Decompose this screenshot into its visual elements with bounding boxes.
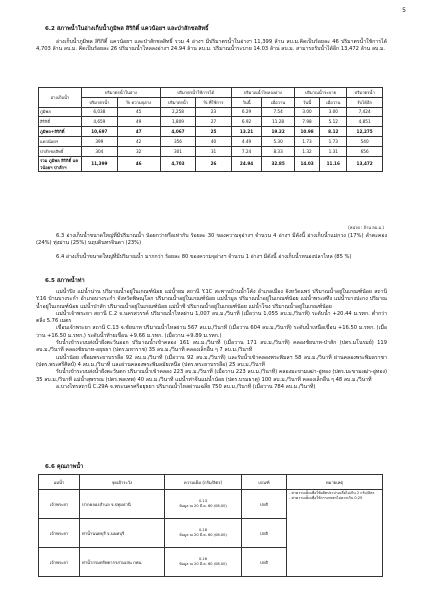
- cell-river: เจ้าพระยา: [39, 548, 80, 577]
- header-inflow-today: วันนี้: [231, 97, 262, 107]
- cell-river: เจ้าพระยา: [39, 519, 80, 548]
- cell-inflow-today: 4.49: [231, 136, 262, 146]
- cell-outflow-yesterday: 1.73: [320, 136, 347, 146]
- cell-usable: 2,258: [160, 107, 196, 117]
- cell-pct-capacity: 45: [117, 107, 160, 117]
- header-usable-volume: ปริมาตรน้ำ: [160, 97, 196, 107]
- cell-outflow-yesterday: 11.16: [320, 156, 347, 171]
- cell-inflow-yesterday: 32.85: [262, 156, 295, 171]
- cell-salinity: [165, 548, 242, 577]
- cell-station: ท่าน้ำกรมทรัพยากรสามเสน กทม.: [80, 548, 165, 577]
- cell-inflow-yesterday: 5.30: [262, 136, 295, 146]
- section-6-3-text: 6.3 อ่างเก็บน้ำขนาดใหญ่ที่มีปริมาณน้ำ น้อยกว่าหรือเท่ากับ ร้อยละ 30 ของความจุอ่างฯ จำนวน 4 อ่างฯ มีดังนี้ อ่างเก็บน้ำแม่กวง (17%) ลำตะคอง (24%) ทุ่งม่าน (25%) นฤบดินทรจินดา (23%): [36, 233, 387, 247]
- cell-volume: 6,038: [82, 107, 118, 117]
- table-row: [39, 136, 383, 146]
- cell-can-receive: 13,472: [347, 156, 383, 171]
- cell-outflow-today: 14.03: [294, 156, 319, 171]
- chao-phraya-dam-text: เขื่อนเจ้าพระยา สถานี C.13 จ.ชัยนาท ปริมาณน้ำไหลผ่าน 567 ลบ.ม./วินาที (เมื่อวาน 604 ลบ.ม./วินาที) ระดับน้ำเหนือเขื่อน +16.50 ม.รทก. (เมื่อวาน +16.50 ม.รทก.) ระดับน้ำท้ายเขื่อน +9.66 ม.รทก. (เมื่อวาน +9.89 ม.รทก.): [36, 325, 387, 339]
- cell-name: แควน้อยฯ: [39, 136, 82, 146]
- cell-name: ภูมิพล: [39, 107, 82, 117]
- cell-pct-usable: 26: [196, 156, 231, 171]
- header-pct-usable: % ที่ใช้การ: [196, 97, 231, 107]
- cell-name: รวม ภูมิพล สิริกิติ์ แควน้อยฯ ป่าสักฯ: [39, 156, 82, 171]
- cell-volume: 4,659: [82, 117, 118, 127]
- cell-criteria: ปกติ: [242, 548, 287, 577]
- chao-phraya-c2-text: แม่น้ำเจ้าพระยา สถานี C.2 จ.นครสวรรค์ ปริมาณน้ำไหลผ่าน 1,007 ลบ.ม./วินาที (เมื่อวาน 1,055 ลบ.ม./วินาที) ระดับน้ำ +20.44 ม.รทก. ต่ำกว่าตลิ่ง 5.76 เมตร: [36, 310, 387, 325]
- cell-pct-capacity: 46: [117, 156, 160, 171]
- cell-volume: 399: [82, 136, 118, 146]
- cell-pct-capacity: 49: [117, 117, 160, 127]
- header-group-volume: ปริมาตรน้ำในอ่าง: [82, 88, 161, 98]
- table-row: [39, 490, 383, 519]
- cell-inflow-yesterday: 8.33: [262, 146, 295, 156]
- water-quality-table: [38, 474, 383, 577]
- section-6-2-text: อ่างเก็บน้ำภูมิพล สิริกิติ์ แควน้อยฯ และป่าสักชลสิทธิ์ รวม 4 อ่างฯ มีปริมาตรน้ำในอ่างฯ 11,399 ล้าน ลบ.ม.คิดเป็นร้อยละ 46 ปริมาตรน้ำใช้การได้ 4,703 ล้าน ลบ.ม. คิดเป็นร้อยละ 26 ปริมาณน้ำไหลลงอ่างฯ 24.94 ล้าน ลบ.ม. ปริมาณน้ำระบาย 14.03 ล้าน ลบ.ม. สามารถรับน้ำได้อีก 13,472 ล้าน ลบ.ม.: [36, 39, 387, 53]
- section-6-3: [36, 233, 387, 248]
- cell-can-receive: 12,275: [347, 127, 383, 137]
- section-6-2-body: [36, 39, 387, 54]
- table-row: [39, 107, 383, 117]
- salinity-time: ข้อมูล ณ 20 มี.ค. 60 (08.00): [179, 533, 227, 537]
- cell-volume: 11,399: [82, 156, 118, 171]
- cell-outflow-today: 1.32: [294, 146, 319, 156]
- header-reservoir: อ่างเก็บน้ำ: [39, 88, 82, 108]
- cell-station: ท่าน้ำนนทบุรี จ.นนทบุรี: [80, 519, 165, 548]
- cell-outflow-yesterday: 8.12: [320, 127, 347, 137]
- header-group-inflow: ปริมาณน้ำไหลลงอ่าง: [231, 88, 294, 98]
- cell-name: ภูมิพล+สิริกิติ์: [39, 127, 82, 137]
- cell-usable: 356: [160, 136, 196, 146]
- header-outflow-yesterday: เมื่อวาน: [320, 97, 347, 107]
- section-6-2-heading: 6.2 สภาพน้ำในอ่างเก็บน้ำภูมิพล สิริกิติ์ แควน้อยฯ และป่าสักชลสิทธิ์: [45, 26, 209, 32]
- cell-outflow-yesterday: 1.31: [320, 146, 347, 156]
- cell-usable: 1,809: [160, 117, 196, 127]
- cell-outflow-yesterday: 3.00: [320, 107, 347, 117]
- header-inflow-yesterday: เมื่อวาน: [262, 97, 295, 107]
- cell-usable: 301: [160, 146, 196, 156]
- cell-pct-usable: 40: [196, 136, 231, 146]
- cell-volume: 10,697: [82, 127, 118, 137]
- cell-outflow-yesterday: 5.12: [320, 117, 347, 127]
- header-group-usable: ปริมาตรน้ำใช้การได้: [160, 88, 231, 98]
- cell-pct-capacity: 47: [117, 127, 160, 137]
- cell-pct-usable: 23: [196, 107, 231, 117]
- cell-criteria: ปกติ: [242, 519, 287, 548]
- table-row: [39, 117, 383, 127]
- table-total-row: [39, 156, 383, 171]
- cell-inflow-today: 7.24: [231, 146, 262, 156]
- table-unit-note: (หน่วย : ล้าน ลบ.ม.): [348, 225, 384, 230]
- cell-remarks: - ค่าความเค็มเพื่อใช้ผลิตประปาเฉลี่ยไม่เกิน 2 กรัม/ลิตร - ค่าความเค็มเพื่อใช้การเกษตรไม่ควรเกิน 0.25: [287, 490, 383, 577]
- table-row: [39, 127, 383, 137]
- cell-inflow-today: 24.94: [231, 156, 262, 171]
- header-station: จุดเฝ้าระวัง: [80, 475, 165, 490]
- cell-pct-capacity: 42: [117, 136, 160, 146]
- section-6-5-body: [36, 289, 387, 391]
- cell-can-receive: 7,424: [347, 107, 383, 117]
- cell-criteria: ปกติ: [242, 490, 287, 519]
- cell-inflow-today: 6.29: [231, 107, 262, 117]
- cell-salinity: [165, 519, 242, 548]
- table-row: [39, 146, 383, 156]
- cell-usable: 4,067: [160, 127, 196, 137]
- header-river: แม่น้ำ: [39, 475, 80, 490]
- cell-can-receive: 540: [347, 136, 383, 146]
- cell-name: สิริกิติ์: [39, 117, 82, 127]
- header-group-outflow: ปริมาณน้ำระบาย: [294, 88, 346, 98]
- bang-sai-c29a-text: อ.บางไทรสถานี C.29A จ.พระนครศรีอยุธยา ปริมาณน้ำไหลผ่านเฉลี่ย 750 ลบ.ม./วินาที (เมื่อวาน 784 ลบ.ม./วินาที): [56, 383, 316, 390]
- cell-inflow-yesterday: 19.22: [262, 127, 295, 137]
- cell-outflow-today: 7.98: [294, 117, 319, 127]
- cell-volume: 304: [82, 146, 118, 156]
- cell-pct-usable: 31: [196, 146, 231, 156]
- cell-usable: 4,703: [160, 156, 196, 171]
- salinity-time: ข้อมูล ณ 20 มี.ค. 60 (08.00): [179, 504, 227, 508]
- salinity-time: ข้อมูล ณ 20 มี.ค. 60 (08.00): [179, 562, 227, 566]
- cell-name: ป่าสักชลสิทธิ์: [39, 146, 82, 156]
- cell-inflow-today: 6.92: [231, 117, 262, 127]
- salinity-value: 0.16: [198, 557, 207, 561]
- header-criteria: เกณฑ์: [242, 475, 287, 490]
- header-remarks: หมายเหตุ: [287, 475, 383, 490]
- east-bank-intake-text: รับน้ำเข้าระบบส่งน้ำฝั่งตะวันออก ปริมาณน้ำเข้าคลอง 161 ลบ.ม./วินาที (เมื่อวาน 171 ลบ.ม./วินาที) คลองชัยนาท-ป่าสัก (ปตร.มโนรมย์) 119 ลบ.ม./วินาที คลองชัยนาท-อยุธยา (ปตร.มหาราช) 35 ลบ.ม./วินาที คลองเล็กอื่น ๆ 7 ลบ.ม./วินาที: [36, 340, 387, 354]
- cell-inflow-today: 13.21: [231, 127, 262, 137]
- header-salinity: ความเค็ม (กรัม/ลิตร): [165, 475, 242, 490]
- header-pct-capacity: % ความจุอ่าง: [117, 97, 160, 107]
- header-volume: ปริมาตรน้ำ: [82, 97, 118, 107]
- cell-station: ปากคลองสำแล จ.ปทุมธานี: [80, 490, 165, 519]
- cell-pct-usable: 27: [196, 117, 231, 127]
- cell-pct-usable: 25: [196, 127, 231, 137]
- salinity-value: 0.13: [198, 499, 207, 503]
- cell-pct-capacity: 32: [117, 146, 160, 156]
- section-6-4: [36, 254, 387, 261]
- header-can-receive: รับได้อีก: [347, 97, 383, 107]
- header-group-capacity: ปริมาตรน้ำ: [347, 88, 383, 98]
- river-status-text: แม่น้ำปิง แม่น้ำน่าน ปริมาณน้ำอยู่ในเกณฑ์น้อย แม่น้ำยม สถานี Y.1C สะพานบ้านน้ำโค้ง อำเภอเมือง จังหวัดแพร่ ปริมาณน้ำอยู่ในเกณฑ์น้อย สถานี Y.16 บ้านบางระกำ อำเภอบางระกำ จังหวัดพิษณุโลก ปริมาณน้ำอยู่ในเกณฑ์น้อย แม่น้ำมูล ปริมาณน้ำอยู่ในเกณฑ์น้อย แม่น้ำพระสทึง แม่น้ำบางปะกง ปริมาณน้ำอยู่ในเกณฑ์น้อย แม่น้ำป่าสัก ปริมาณน้ำอยู่ในเกณฑ์น้อย แม่น้ำชี ปริมาณน้ำอยู่ในเกณฑ์น้อย แม่น้ำโขง ปริมาณน้ำอยู่ในเกณฑ์น้อย: [36, 289, 387, 310]
- section-6-5-heading: 6.5 สภาพน้ำท่า: [45, 278, 85, 284]
- header-outflow-today: วันนี้: [294, 97, 319, 107]
- cell-inflow-yesterday: 11.28: [262, 117, 295, 127]
- cell-outflow-today: 1.73: [294, 136, 319, 146]
- section-6-6-heading: 6.6 คุณภาพน้ำ: [45, 464, 84, 470]
- west-bank-intake-text: รับน้ำเข้าระบบส่งน้ำฝั่งตะวันตก ปริมาณน้ำเข้าคลอง 223 ลบ.ม./วินาที (เมื่อวาน 223 ลบ.ม./วินาที) คลองมะขามเฒ่า-อู่ทอง (ปตร.มะขามเฒ่า-อู่ทอง) 35 ลบ.ม./วินาที แม่น้ำสุพรรณ (ปตร.พลเทพ) 40 ลบ.ม./วินาที แม่น้ำท่าจีนแม่น้ำน้อย (ปตร.บรมธาตุ) 100 ลบ.ม./วินาที คลองเล็กอื่น ๆ 48 ลบ.ม./วินาที: [36, 369, 387, 383]
- noi-river-text: แม่น้ำน้อย เชื่อมพระยาบรรลือ 92 ลบ.ม./วินาที (เมื่อวาน 92 ลบ.ม./วินาที) และรับน้ำเข้าคลองพระพิมลฯ 58 ลบ.ม./วินาที ผ่านคลองพระพิมลราชา (ปตร.พระศรีศิลป์) 4 ลบ.ม./วินาที และผ่านคลองพระพิมลมัยเหนือ (ปตร.พระยาบรรลือ) 25 ลบ.ม./วินาที: [36, 354, 387, 368]
- section-6-4-text: 6.4 อ่างเก็บน้ำขนาดใหญ่ที่มีปริมาณน้ำ มากกว่า ร้อยละ 80 ของความจุอ่างฯ จำนวน 1 อ่างฯ มีดังนี้ อ่างเก็บน้ำหนองปลาไหล (85 %): [56, 254, 352, 260]
- page-number: 5: [402, 7, 406, 14]
- cell-can-receive: 656: [347, 146, 383, 156]
- cell-can-receive: 4,851: [347, 117, 383, 127]
- cell-inflow-yesterday: 7.54: [262, 107, 295, 117]
- cell-outflow-today: 10.98: [294, 127, 319, 137]
- cell-salinity: [165, 490, 242, 519]
- reservoir-table: [38, 87, 383, 172]
- salinity-value: 0.18: [198, 528, 207, 532]
- cell-river: เจ้าพระยา: [39, 490, 80, 519]
- cell-outflow-today: 3.00: [294, 107, 319, 117]
